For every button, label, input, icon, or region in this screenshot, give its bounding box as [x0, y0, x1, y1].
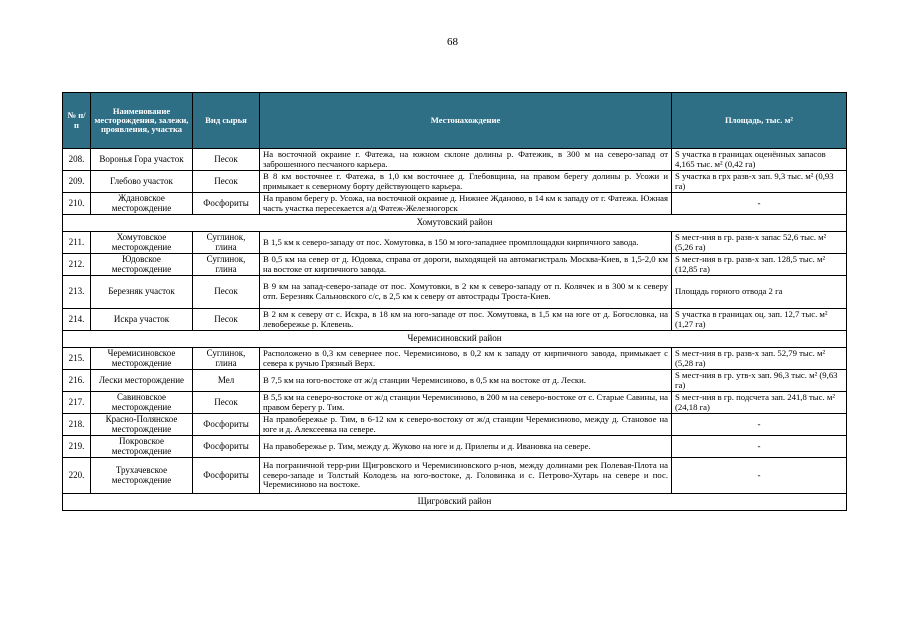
row-num: 209. [63, 171, 91, 193]
row-num: 217. [63, 392, 91, 414]
row-name: Глебово участок [91, 171, 193, 193]
row-name: Покровское месторождение [91, 436, 193, 458]
district-header: Черемисиновский район [63, 331, 847, 348]
row-name: Красно-Полянское месторождение [91, 414, 193, 436]
row-area: - [672, 414, 847, 436]
row-num: 218. [63, 414, 91, 436]
row-num: 219. [63, 436, 91, 458]
row-raw: Фосфориты [193, 458, 260, 494]
row-raw: Песок [193, 276, 260, 309]
row-raw: Песок [193, 171, 260, 193]
table-row [63, 348, 847, 370]
row-area: - [672, 436, 847, 458]
deposits-table [62, 92, 847, 511]
district-row [63, 215, 847, 232]
row-raw: Песок [193, 309, 260, 331]
row-location: В 8 км восточнее г. Фатежа, в 1,0 км восточнее д. Глебовщина, на правом берегу долины р. Усожи и примыкает к северному борту действующего карьера. [260, 171, 672, 193]
table-row [63, 276, 847, 309]
col-header-name: Наименование месторождения, залежи, проявления, участка [91, 93, 193, 149]
row-area: - [672, 193, 847, 215]
row-raw: Мел [193, 370, 260, 392]
row-raw: Суглинок, глина [193, 348, 260, 370]
row-area: S мест-ния в гр. разв-х запас 52,6 тыс. м² (5,26 га) [672, 232, 847, 254]
row-location: На правобережье р. Тим, между д. Жуково на юге и д. Прилепы и д. Ивановка на севере. [260, 436, 672, 458]
table-row [63, 193, 847, 215]
row-num: 220. [63, 458, 91, 494]
table-row [63, 309, 847, 331]
table-row [63, 171, 847, 193]
row-location: В 1,5 км к северо-западу от пос. Хомутовка, в 150 м юго-западнее промплощадки кирпичного завода. [260, 232, 672, 254]
row-location: В 7,5 км на юго-востоке от ж/д станции Черемисиново, в 0,5 км на востоке от д. Лески. [260, 370, 672, 392]
row-location: В 2 км к северу от с. Искра, в 18 км на юго-западе от пос. Хомутовка, в 1,5 км на юге от д. Богословка, на левобережье р. Клевень. [260, 309, 672, 331]
table-row [63, 370, 847, 392]
row-raw: Суглинок, глина [193, 254, 260, 276]
row-name: Савиновское месторождение [91, 392, 193, 414]
table-row [63, 254, 847, 276]
row-num: 208. [63, 149, 91, 171]
row-num: 213. [63, 276, 91, 309]
page-number: 68 [447, 36, 458, 48]
row-area: S мест-ния в гр. разв-х зап. 52,79 тыс. м² (5,28 га) [672, 348, 847, 370]
district-header: Щигровский район [63, 494, 847, 511]
row-location: На пограничной терр-рии Щигровского и Черемисиновского р-нов, между долинами рек Полевая-Плота на северо-западе и Толстый Колодезь на юго-востоке, д. Головинка и с. Петрово-Хутарь на севере и пос. Черемисиново на востоке. [260, 458, 672, 494]
row-num: 214. [63, 309, 91, 331]
table-row [63, 149, 847, 171]
col-header-num: № п/п [63, 93, 91, 149]
row-name: Искра участок [91, 309, 193, 331]
row-num: 211. [63, 232, 91, 254]
row-area: S участка в грх разв-х зап. 9,3 тыс. м² (0,93 га) [672, 171, 847, 193]
table-row [63, 414, 847, 436]
row-name: Березняк участок [91, 276, 193, 309]
row-raw: Фосфориты [193, 414, 260, 436]
row-location: На правобережье р. Тим, в 6-12 км к северо-востоку от ж/д станции Черемисиново, между д. Становое на юге и д. Алексеевка на севере. [260, 414, 672, 436]
row-num: 210. [63, 193, 91, 215]
row-location: Расположено в 0,3 км севернее пос. Черемисиново, в 0,2 км к западу от кирпичного завода, примыкает с севера к ручью Грязный Верх. [260, 348, 672, 370]
row-location: В 5,5 км на северо-востоке от ж/д станции Черемисиново, в 200 м на северо-востоке от с. Старые Савины, на правом берегу р. Тим. [260, 392, 672, 414]
table-row [63, 232, 847, 254]
table-row [63, 458, 847, 494]
row-area: Площадь горного отвода 2 га [672, 276, 847, 309]
col-header-raw: Вид сырья [193, 93, 260, 149]
col-header-area: Площадь, тыс. м² [672, 93, 847, 149]
row-area: S мест-ния в гр. утв-х зап. 96,3 тыс. м² (9,63 га) [672, 370, 847, 392]
row-name: Ждановское месторождение [91, 193, 193, 215]
row-location: В 0,5 км на север от д. Юдовка, справа от дороги, выходящей на автомагистраль Москва-Киев, в 1,5-2,0 км на востоке от кирпичного завода. [260, 254, 672, 276]
row-area: S участка в границах оц. зап. 12,7 тыс. м² (1,27 га) [672, 309, 847, 331]
row-area: S мест-ния в гр. разв-х зап. 128,5 тыс. м² (12,85 га) [672, 254, 847, 276]
row-location: На правом берегу р. Усожа, на восточной окраине д. Нижнее Жданово, в 14 км к западу от г. Фатежа. Южная часть участка пересекается а/д Фатеж-Железногорск [260, 193, 672, 215]
row-name: Лески месторождение [91, 370, 193, 392]
row-name: Черемисиновское месторождение [91, 348, 193, 370]
row-name: Трухачевское месторождение [91, 458, 193, 494]
row-num: 212. [63, 254, 91, 276]
row-raw: Фосфориты [193, 193, 260, 215]
table-header-row [63, 93, 847, 149]
row-name: Воронья Гора участок [91, 149, 193, 171]
row-name: Хомутовское месторождение [91, 232, 193, 254]
row-area: S мест-ния в гр. подсчета зап. 241,8 тыс. м² (24,18 га) [672, 392, 847, 414]
row-area: - [672, 458, 847, 494]
row-raw: Песок [193, 149, 260, 171]
table-row [63, 436, 847, 458]
row-name: Юдовское месторождение [91, 254, 193, 276]
row-location: В 9 км на запад-северо-западе от пос. Хомутовки, в 2 км к северо-западу от п. Колячек и в 300 м к северу отп. Березняк Сальновского с/с, в 2,5 км к северу от автострады Троста-Киев. [260, 276, 672, 309]
row-num: 216. [63, 370, 91, 392]
row-raw: Суглинок, глина [193, 232, 260, 254]
district-row [63, 331, 847, 348]
row-location: На восточной окраине г. Фатежа, на южном склоне долины р. Фатежик, в 300 м на северо-запад от заброшенного песчаного карьера. [260, 149, 672, 171]
table-row [63, 392, 847, 414]
row-num: 215. [63, 348, 91, 370]
district-header: Хомутовский район [63, 215, 847, 232]
row-raw: Фосфориты [193, 436, 260, 458]
district-row [63, 494, 847, 511]
col-header-location: Местонахождение [260, 93, 672, 149]
row-area: S участка в границах оценённых запасов 4,165 тыс. м² (0,42 га) [672, 149, 847, 171]
row-raw: Песок [193, 392, 260, 414]
